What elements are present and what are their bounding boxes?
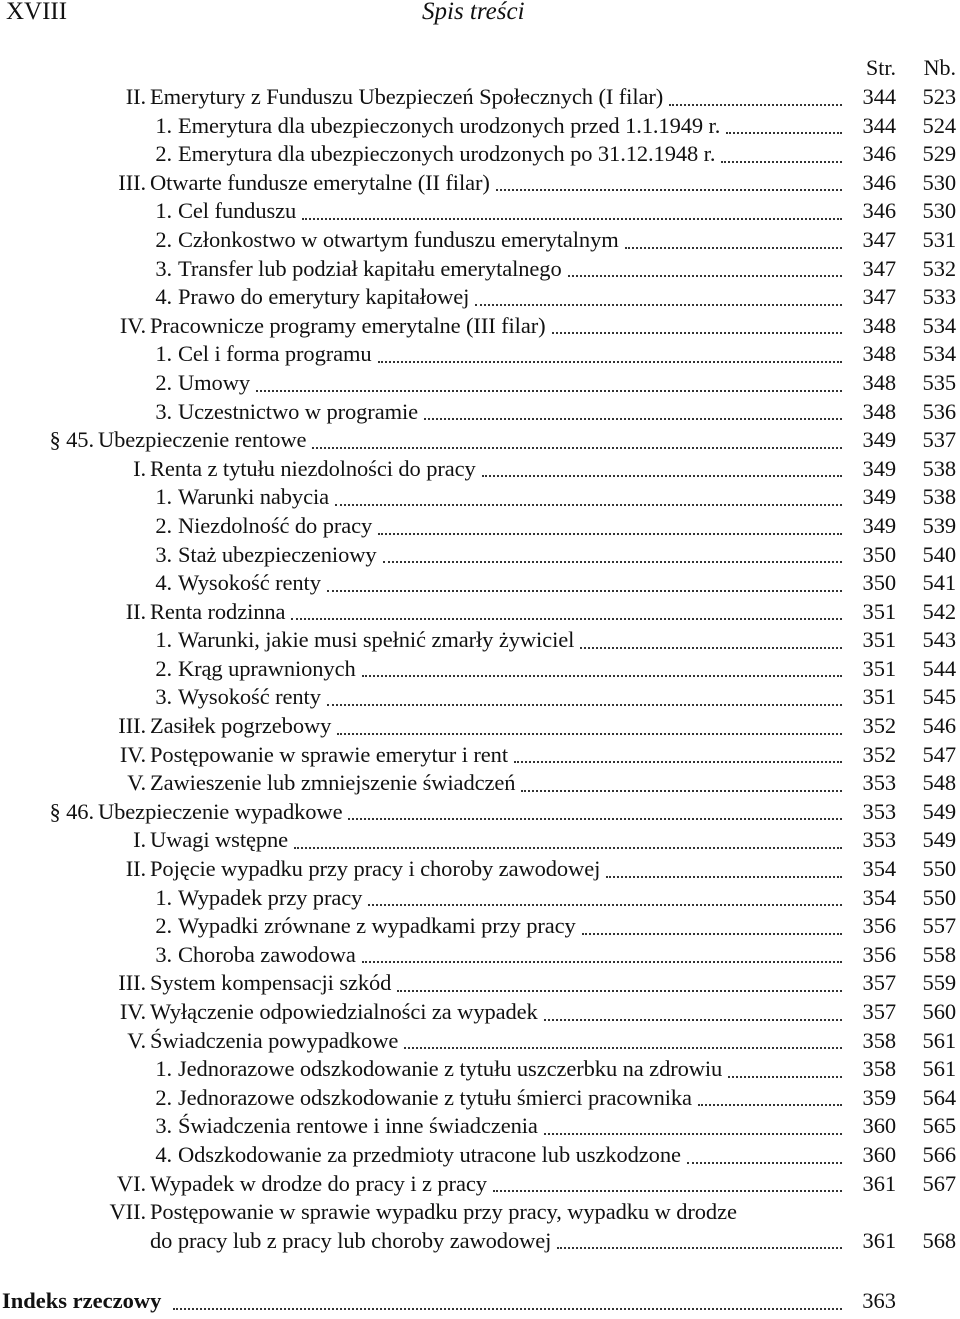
toc-entry[interactable] (0, 283, 960, 312)
page-number: XVIII (6, 0, 68, 25)
toc-entry-number: IV. (119, 999, 146, 1024)
dot-leader (368, 904, 842, 906)
dot-leader (404, 1047, 842, 1049)
toc-entry-margin-number: 550 (922, 856, 956, 882)
toc-entry-title: Emerytury z Funduszu Ubezpieczeń Społecznych (I filar) (150, 84, 667, 109)
dot-leader (625, 247, 842, 249)
toc-entry-page: 353 (862, 798, 896, 824)
toc-entry[interactable] (0, 912, 960, 941)
toc-entry-title: Wysokość renty (178, 684, 325, 709)
toc-entry-number: 1. (155, 1056, 172, 1082)
dot-leader (606, 876, 842, 878)
toc-entry-number: V. (127, 770, 146, 796)
toc-entry[interactable] (0, 969, 960, 998)
toc-entry-title: Wysokość renty (178, 570, 325, 595)
dot-leader (424, 418, 842, 420)
toc-index-entry[interactable] (0, 1286, 960, 1316)
toc-entry-title: Członkostwo w otwartym funduszu emerytalnym (178, 227, 623, 252)
toc-entry-margin-number: 544 (922, 655, 956, 681)
toc-entry-margin-number: 557 (922, 913, 956, 939)
dot-leader (514, 761, 842, 763)
toc-entry-number: VI. (116, 1170, 146, 1196)
toc-entry[interactable] (0, 1198, 960, 1255)
dot-leader (173, 1308, 842, 1310)
toc-entry-margin-number: 549 (922, 798, 956, 824)
toc-entry[interactable] (0, 112, 960, 141)
toc-entry-margin-number: 530 (922, 169, 956, 195)
dot-leader (302, 218, 842, 220)
toc-entry[interactable] (0, 998, 960, 1027)
toc-entry-title: Cel i forma programu (178, 341, 376, 366)
dot-leader (482, 475, 842, 477)
toc-entry-number: 2. (155, 1084, 172, 1110)
index-title: Indeks rzeczowy (2, 1288, 162, 1313)
dot-leader (327, 704, 842, 706)
toc-entry-title: Prawo do emerytury kapitałowej (178, 284, 473, 309)
toc-entry-page: 351 (862, 627, 896, 653)
dot-leader (327, 590, 842, 592)
toc-entry-page: 356 (862, 941, 896, 967)
dot-leader (726, 132, 842, 134)
toc-entry-number: 3. (155, 684, 172, 710)
toc-entry[interactable] (0, 541, 960, 570)
toc-entry-margin-number: 539 (922, 512, 956, 538)
toc-entry-page: 357 (862, 999, 896, 1024)
toc-entry-margin-number: 567 (922, 1170, 956, 1196)
toc-entry[interactable] (0, 426, 960, 455)
dot-leader (335, 504, 842, 506)
toc-entry[interactable] (0, 941, 960, 970)
toc-entry-page: 353 (862, 770, 896, 796)
dot-leader (669, 104, 842, 106)
toc-entry-page: 361 (862, 1170, 896, 1196)
toc-entry-margin-number: 532 (922, 255, 956, 281)
index-page: 363 (862, 1288, 896, 1313)
toc-entry-page: 360 (862, 1113, 896, 1139)
toc-entry-page: 347 (862, 226, 896, 252)
toc-entry-number: II. (125, 598, 146, 624)
toc-entry-page: 348 (862, 341, 896, 367)
toc-entry-page: 357 (862, 970, 896, 996)
dot-leader (378, 361, 842, 363)
toc-entry-margin-number: 543 (922, 627, 956, 653)
toc-entry-margin-number: 541 (922, 570, 956, 596)
toc-entry-number: 1. (155, 884, 172, 910)
toc-entry-title: Renta rodzinna (150, 599, 289, 624)
toc-entry[interactable] (0, 197, 960, 226)
toc-entry-number: IV. (119, 312, 146, 338)
toc-entry-margin-number: 533 (922, 284, 956, 310)
toc-entry-title: Emerytura dla ubezpieczonych urodzonych przed 1.1.1949 r. (178, 113, 724, 138)
toc-entry-margin-number: 558 (922, 941, 956, 967)
toc-entry[interactable] (0, 255, 960, 284)
toc-entry-margin-number: 564 (922, 1084, 956, 1110)
toc-entry[interactable] (0, 398, 960, 427)
toc-entry-title: Warunki nabycia (178, 484, 333, 509)
toc-entry-margin-number: 529 (922, 141, 956, 167)
toc-entry-margin-number: 547 (922, 741, 956, 767)
toc-entry-margin-number: 523 (922, 84, 956, 109)
toc-entry[interactable] (0, 712, 960, 741)
toc-entry-title: Niezdolność do pracy (178, 513, 376, 538)
toc-entry-page: 353 (862, 827, 896, 853)
toc-entry[interactable] (0, 1084, 960, 1113)
dot-leader (496, 189, 842, 191)
toc-entry-margin-number: 531 (922, 226, 956, 252)
toc-entry[interactable] (0, 855, 960, 884)
toc-entry-page: 358 (862, 1027, 896, 1053)
toc-entry[interactable] (0, 569, 960, 598)
toc-entry[interactable] (0, 769, 960, 798)
column-headers (0, 55, 960, 83)
toc-entry-margin-number: 542 (922, 598, 956, 624)
toc-entry[interactable] (0, 1112, 960, 1141)
toc-entry-page: 350 (862, 541, 896, 567)
toc-entry-title: Ubezpieczenie wypadkowe (98, 799, 346, 824)
toc-entry[interactable] (0, 1170, 960, 1199)
toc-entry-page: 358 (862, 1056, 896, 1082)
toc-entry-page: 351 (862, 655, 896, 681)
toc-entry-title: Jednorazowe odszkodowanie z tytułu śmierci pracownika (178, 1085, 696, 1110)
toc-entry-title: Zasiłek pogrzebowy (150, 713, 335, 738)
toc-entry-page: 344 (862, 84, 896, 109)
dot-leader (568, 275, 842, 277)
toc-entry-page: 347 (862, 284, 896, 310)
toc-entry-number: III. (118, 970, 146, 996)
toc-entry[interactable] (0, 626, 960, 655)
toc-entry[interactable] (0, 1055, 960, 1084)
toc-entry-page: 344 (862, 112, 896, 138)
toc-entry-title: Świadczenia powypadkowe (150, 1028, 402, 1053)
dot-leader (687, 1162, 842, 1164)
toc-entry-number: V. (127, 1027, 146, 1053)
running-title: Spis treści (422, 0, 525, 25)
toc-entry-page: 351 (862, 684, 896, 710)
toc-entry[interactable] (0, 169, 960, 198)
toc-entry-page: 348 (862, 312, 896, 338)
toc-entry-margin-number: 546 (922, 713, 956, 739)
toc-entry-title: Wypadek w drodze do pracy i z pracy (150, 1171, 491, 1196)
toc-entry[interactable] (0, 598, 960, 627)
toc-entry-margin-number: 548 (922, 770, 956, 796)
column-header-nb: Nb. (923, 55, 956, 80)
toc-entry[interactable] (0, 884, 960, 913)
toc-entry-margin-number: 561 (922, 1056, 956, 1082)
toc-entry-number: 3. (155, 398, 172, 424)
toc-entry-number: 2. (155, 226, 172, 252)
toc-entry-number: 3. (155, 255, 172, 281)
toc-entry-margin-number: 550 (922, 884, 956, 910)
toc-entry-margin-number: 566 (922, 1141, 956, 1167)
toc-entry-margin-number: 545 (922, 684, 956, 710)
toc-entry-page: 348 (862, 398, 896, 424)
toc-entry-title: Wyłączenie odpowiedzialności za wypadek (150, 999, 542, 1024)
toc-entry-title: Odszkodowanie za przedmioty utracone lub uszkodzone (178, 1142, 685, 1167)
dot-leader (552, 332, 842, 334)
toc-entry-margin-number: 538 (922, 484, 956, 510)
toc-entry[interactable] (0, 483, 960, 512)
toc-entry-number: 2. (155, 913, 172, 939)
dot-leader (728, 1076, 842, 1078)
toc-entry-title: Wypadki zrównane z wypadkami przy pracy (178, 913, 580, 938)
toc-entry-number: 2. (155, 655, 172, 681)
toc-entry-title: Uwagi wstępne (150, 827, 292, 852)
dot-leader (698, 1104, 842, 1106)
toc-entry-title: Choroba zawodowa (178, 942, 360, 967)
toc-entry-title: Pracownicze programy emerytalne (III filar) (150, 313, 550, 338)
toc-entry[interactable] (0, 140, 960, 169)
toc-entry-number: VII. (109, 1199, 146, 1225)
toc-entry-title: Wypadek przy pracy (178, 885, 366, 910)
dot-leader (362, 675, 842, 677)
toc-entry-page: 354 (862, 884, 896, 910)
toc-entry[interactable] (0, 312, 960, 341)
toc-entry-title: Emerytura dla ubezpieczonych urodzonych po 31.12.1948 r. (178, 141, 719, 166)
dot-leader (348, 818, 842, 820)
toc-entry-margin-number: 565 (922, 1113, 956, 1139)
toc-entry-margin-number: 549 (922, 827, 956, 853)
toc-entry-title-continued: do pracy lub z pracy lub choroby zawodowej (150, 1228, 555, 1253)
toc-entry-page: 346 (862, 141, 896, 167)
dot-leader (721, 161, 842, 163)
toc-entry-page: 349 (862, 455, 896, 481)
toc-entry-title: Pojęcie wypadku przy pracy i choroby zawodowej (150, 856, 604, 881)
toc-entry-number: 1. (155, 198, 172, 224)
toc-entry-page: 350 (862, 570, 896, 596)
toc-entry-number: III. (118, 713, 146, 739)
toc-entry-number: 4. (155, 284, 172, 310)
page-header (0, 0, 960, 32)
toc-entry-title: Ubezpieczenie rentowe (98, 427, 310, 452)
dot-leader (521, 790, 842, 792)
toc-entry-title: System kompensacji szkód (150, 970, 395, 995)
dot-leader (294, 847, 842, 849)
toc-entry-page: 354 (862, 856, 896, 882)
dot-leader (544, 1133, 842, 1135)
toc-entry-margin-number: 536 (922, 398, 956, 424)
dot-leader (378, 533, 842, 535)
toc-entry-title: Transfer lub podział kapitału emerytalnego (178, 256, 566, 281)
toc-entry-title: Renta z tytułu niezdolności do pracy (150, 456, 480, 481)
toc-entry-page: 346 (862, 198, 896, 224)
column-header-str: Str. (866, 55, 896, 80)
toc-entry[interactable] (0, 741, 960, 770)
dot-leader (256, 390, 842, 392)
toc-entry-page: 361 (862, 1227, 896, 1253)
toc-entry-page: 356 (862, 913, 896, 939)
toc-entry-title: Warunki, jakie musi spełnić zmarły żywiciel (178, 627, 578, 652)
dot-leader (362, 961, 842, 963)
toc-entry-number: II. (125, 84, 146, 109)
toc-entry-page: 347 (862, 255, 896, 281)
toc-entry[interactable] (0, 512, 960, 541)
dot-leader (493, 1190, 842, 1192)
toc-entry-number: 3. (155, 541, 172, 567)
toc-entry-number: 1. (155, 341, 172, 367)
toc-entry-number: 2. (155, 369, 172, 395)
toc-entry-number: 1. (155, 112, 172, 138)
toc-entry[interactable] (0, 1027, 960, 1056)
toc-entry[interactable] (0, 340, 960, 369)
toc-entry-margin-number: 534 (922, 341, 956, 367)
toc-entry-margin-number: 559 (922, 970, 956, 996)
toc-entry-margin-number: 524 (922, 112, 956, 138)
dot-leader (397, 990, 842, 992)
toc-entry-number: 2. (155, 141, 172, 167)
toc-entry-number: 1. (155, 484, 172, 510)
dot-leader (544, 1019, 842, 1021)
toc-entry-page: 352 (862, 741, 896, 767)
toc-entry-title: Otwarte fundusze emerytalne (II filar) (150, 170, 494, 195)
toc-entry-margin-number: 560 (922, 999, 956, 1024)
toc-entry[interactable] (0, 655, 960, 684)
toc-list (0, 83, 960, 1255)
toc-entry[interactable] (0, 83, 960, 112)
toc-entry-title: Zawieszenie lub zmniejszenie świadczeń (150, 770, 519, 795)
toc-entry-page: 349 (862, 484, 896, 510)
toc-entry-page: 346 (862, 169, 896, 195)
toc-entry-title: Jednorazowe odszkodowanie z tytułu uszczerbku na zdrowiu (178, 1056, 726, 1081)
toc-entry-margin-number: 538 (922, 455, 956, 481)
dot-leader (580, 647, 842, 649)
toc-entry[interactable] (0, 826, 960, 855)
dot-leader (582, 933, 842, 935)
toc-entry[interactable] (0, 226, 960, 255)
toc-entry-number: 1. (155, 627, 172, 653)
toc-entry-number: § 45. (49, 427, 94, 453)
toc-entry-number: 2. (155, 512, 172, 538)
toc-entry-margin-number: 534 (922, 312, 956, 338)
toc-entry-number: IV. (119, 741, 146, 767)
toc-entry-title: Uczestnictwo w programie (178, 399, 422, 424)
toc-entry-title: Postępowanie w sprawie emerytur i rent (150, 742, 512, 767)
toc-entry-number: I. (133, 455, 146, 481)
dot-leader (337, 733, 842, 735)
toc-entry-page: 349 (862, 427, 896, 453)
toc-entry-number: II. (125, 856, 146, 882)
dot-leader (475, 304, 842, 306)
toc-entry[interactable] (0, 798, 960, 827)
toc-entry-title: Staż ubezpieczeniowy (178, 542, 381, 567)
toc-entry-title: Świadczenia rentowe i inne świadczenia (178, 1113, 542, 1138)
toc-entry-title: Krąg uprawnionych (178, 656, 360, 681)
toc-entry-number: I. (133, 827, 146, 853)
toc-entry-number: 4. (155, 570, 172, 596)
toc-entry-number: III. (118, 169, 146, 195)
toc-entry-page: 352 (862, 713, 896, 739)
toc-entry-margin-number: 561 (922, 1027, 956, 1053)
toc-entry-margin-number: 568 (922, 1227, 956, 1253)
toc-entry-margin-number: 537 (922, 427, 956, 453)
toc-entry-number: § 46. (49, 798, 94, 824)
toc-entry-page: 351 (862, 598, 896, 624)
toc-entry-title: Cel funduszu (178, 198, 300, 223)
toc-entry-number: 3. (155, 941, 172, 967)
toc-entry-page: 349 (862, 512, 896, 538)
toc-entry[interactable] (0, 455, 960, 484)
toc-entry-margin-number: 530 (922, 198, 956, 224)
dot-leader (557, 1247, 842, 1249)
dot-leader (291, 618, 842, 620)
toc-entry-page: 348 (862, 369, 896, 395)
toc-entry-number: 3. (155, 1113, 172, 1139)
toc-entry-margin-number: 535 (922, 369, 956, 395)
toc-entry-number: 4. (155, 1141, 172, 1167)
toc-entry-page: 359 (862, 1084, 896, 1110)
toc-entry-margin-number: 540 (922, 541, 956, 567)
dot-leader (312, 447, 842, 449)
toc-entry[interactable] (0, 369, 960, 398)
toc-entry-title: Umowy (178, 370, 254, 395)
toc-entry[interactable] (0, 683, 960, 712)
toc-entry-title: Postępowanie w sprawie wypadku przy pracy, wypadku w drodze (150, 1199, 741, 1224)
toc-entry-page: 360 (862, 1141, 896, 1167)
dot-leader (383, 561, 842, 563)
toc-entry[interactable] (0, 1141, 960, 1170)
